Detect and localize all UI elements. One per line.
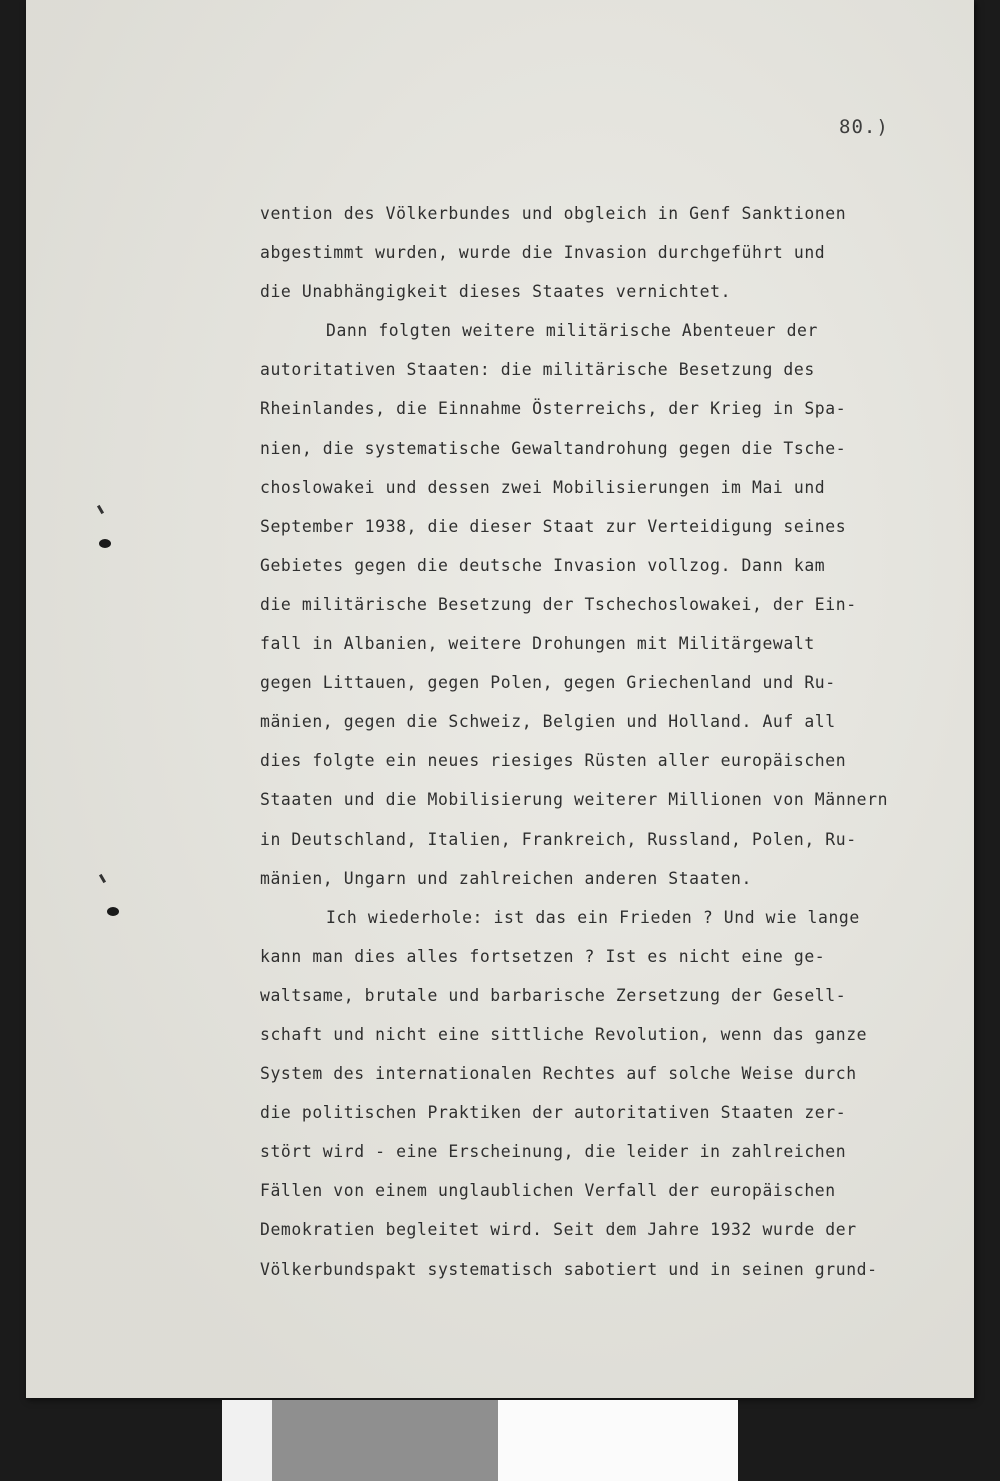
text-line: kann man dies alles fortsetzen ? Ist es nicht eine ge- [260, 946, 826, 966]
text-line: Fällen von einem unglaublichen Verfall der europäischen [260, 1181, 836, 1201]
paper-mark [99, 874, 106, 883]
body-text [260, 194, 1000, 1289]
text-line: gegen Littauen, gegen Polen, gegen Griechenland und Ru- [260, 673, 836, 693]
text-line: choslowakei und dessen zwei Mobilisierungen im Mai und [260, 477, 826, 497]
paper-mark [97, 505, 104, 514]
page-number: 80.) [839, 116, 889, 138]
text-line: nien, die systematische Gewaltandrohung gegen die Tsche- [260, 438, 847, 458]
text-line: Rheinlandes, die Einnahme Österreichs, der Krieg in Spa- [260, 399, 847, 419]
punch-hole [99, 539, 111, 548]
document-page [26, 0, 974, 1398]
text-line: mänien, gegen die Schweiz, Belgien und Holland. Auf all [260, 712, 836, 732]
text-line: Dann folgten weitere militärische Abenteuer der [326, 321, 818, 341]
text-line: dies folgte ein neues riesiges Rüsten aller europäischen [260, 751, 847, 771]
text-line: autoritativen Staaten: die militärische Besetzung des [260, 360, 815, 380]
punch-hole [107, 907, 119, 916]
scan-strip-gray [272, 1400, 498, 1481]
text-line: Staaten und die Mobilisierung weiterer Millionen von Männern [260, 790, 889, 810]
text-line: Ich wiederhole: ist das ein Frieden ? Und wie lange [326, 907, 860, 927]
scan-strip-white [222, 1400, 272, 1481]
text-line: waltsame, brutale und barbarische Zersetzung der Gesell- [260, 985, 847, 1005]
text-line: mänien, Ungarn und zahlreichen anderen Staaten. [260, 868, 752, 888]
text-line: in Deutschland, Italien, Frankreich, Russland, Polen, Ru- [260, 829, 857, 849]
text-line: die militärische Besetzung der Tschechoslowakei, der Ein- [260, 594, 857, 614]
text-line: September 1938, die dieser Staat zur Verteidigung seines [260, 516, 847, 536]
text-line: System des internationalen Rechtes auf solche Weise durch [260, 1064, 857, 1084]
text-line: fall in Albanien, weitere Drohungen mit Militärgewalt [260, 634, 815, 654]
text-line: Gebietes gegen die deutsche Invasion vollzog. Dann kam [260, 555, 826, 575]
text-line: Völkerbundspakt systematisch sabotiert und in seinen grund- [260, 1259, 878, 1279]
scan-strip-white [498, 1400, 738, 1481]
text-line: die politischen Praktiken der autoritativen Staaten zer- [260, 1103, 847, 1123]
text-line: stört wird - eine Erscheinung, die leider in zahlreichen [260, 1142, 847, 1162]
text-line: abgestimmt wurden, wurde die Invasion durchgeführt und [260, 243, 826, 263]
text-line: schaft und nicht eine sittliche Revolution, wenn das ganze [260, 1024, 868, 1044]
text-line: vention des Völkerbundes und obgleich in Genf Sanktionen [260, 204, 847, 223]
text-line: Demokratien begleitet wird. Seit dem Jahre 1932 wurde der [260, 1220, 857, 1240]
text-line: die Unabhängigkeit dieses Staates vernichtet. [260, 282, 732, 302]
